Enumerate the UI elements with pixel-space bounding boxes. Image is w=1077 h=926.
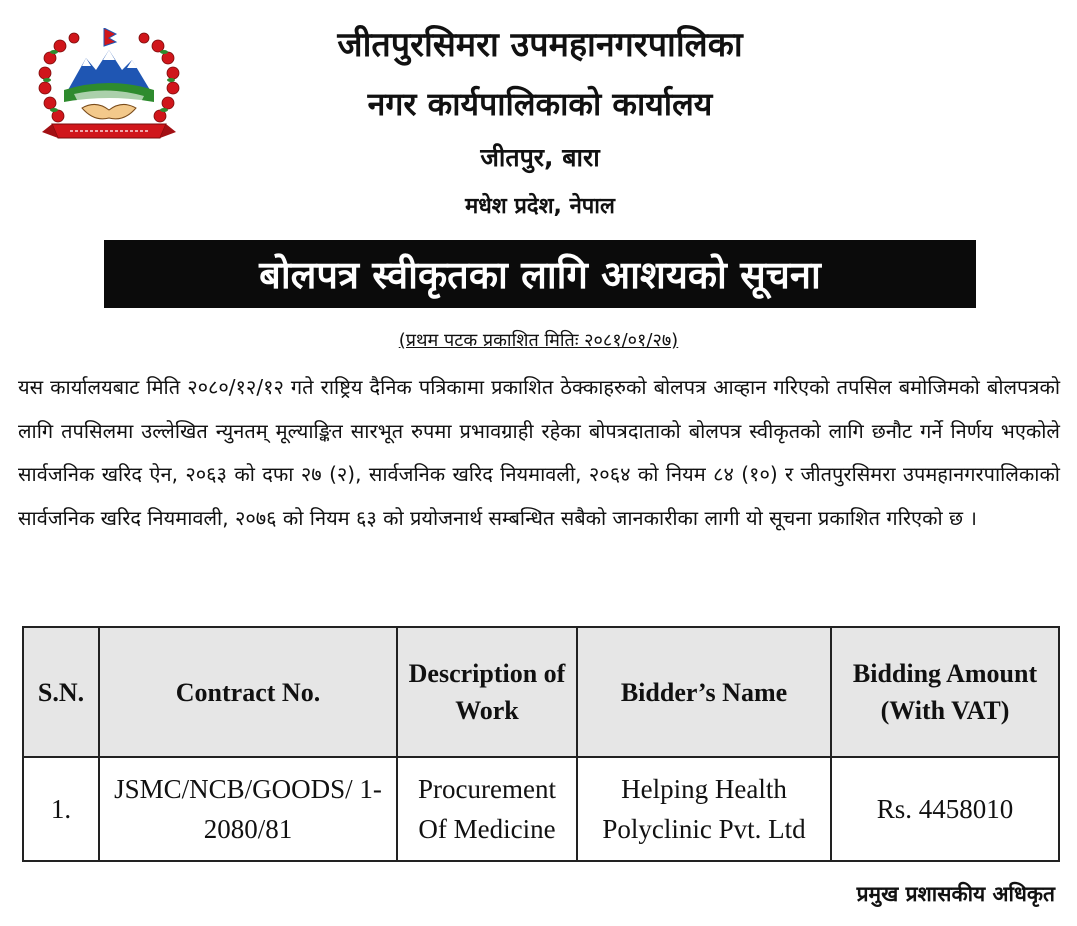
province-country: मधेश प्रदेश, नेपाल — [465, 194, 615, 219]
office-location: जीतपुर, बारा — [480, 143, 600, 172]
cell-bidding-amount: Rs. 4458010 — [831, 757, 1059, 861]
notice-title-banner: बोलपत्र स्वीकृतका लागि आशयको सूचना — [104, 240, 976, 308]
header-description: Description of Work — [397, 627, 577, 757]
table-row — [23, 757, 1059, 861]
header-bidding-amount: Bidding Amount (With VAT) — [831, 627, 1059, 757]
table-header-row — [23, 627, 1059, 757]
cell-description: Procurement Of Medicine — [397, 757, 577, 861]
header-sn: S.N. — [23, 627, 99, 757]
signatory-title: प्रमुख प्रशासकीय अधिकृत — [856, 882, 1055, 906]
office-name: नगर कार्यपालिकाको कार्यालय — [367, 85, 713, 123]
nepal-emblem-icon — [34, 28, 184, 150]
publish-date: (प्रथम पटक प्रकाशित मितिः २०८१/०१/२७) — [398, 330, 679, 351]
cell-sn: 1. — [23, 757, 99, 861]
cell-bidder-name: Helping Health Polyclinic Pvt. Ltd — [577, 757, 831, 861]
header-bidder-name: Bidder’s Name — [577, 627, 831, 757]
municipality-name: जीतपुरसिमरा उपमहानगरपालिका — [337, 25, 743, 65]
notice-body: यस कार्यालयबाट मिति २०८०/१२/१२ गते राष्ट्रिय दैनिक पत्रिकामा प्रकाशित ठेक्काहरुको बोलपत्र आव्हान गरिएको तपसिल बमोजिमको बोलपत्रको लागि तपसिलमा उल्लेखित न्युनतम् मूल्याङ्कित सारभूत रुपमा प्रभावग्राही रहेका बोपत्रदाताको बोलपत्र स्वीकृतको लागि छनौट गर्ने निर्णय भएकोले सार्वजनिक खरिद ऐन, २०६३ को दफा २७ (२), सार्वजनिक खरिद नियमावली, २०६४ को नियम ८४ (१०) र जीतपुरसिमरा उपमहानगरपालिकाको सार्वजनिक खरिद नियमावली, २०७६ को नियम ६३ को प्रयोजनार्थ सम्बन्धित सबैको जानकारीका लागी यो सूचना प्रकाशित गरिएको छ । — [18, 375, 1060, 530]
award-table — [22, 626, 1060, 862]
header-contract-no: Contract No. — [99, 627, 397, 757]
cell-contract-no: JSMC/NCB/GOODS/ 1-2080/81 — [99, 757, 397, 861]
